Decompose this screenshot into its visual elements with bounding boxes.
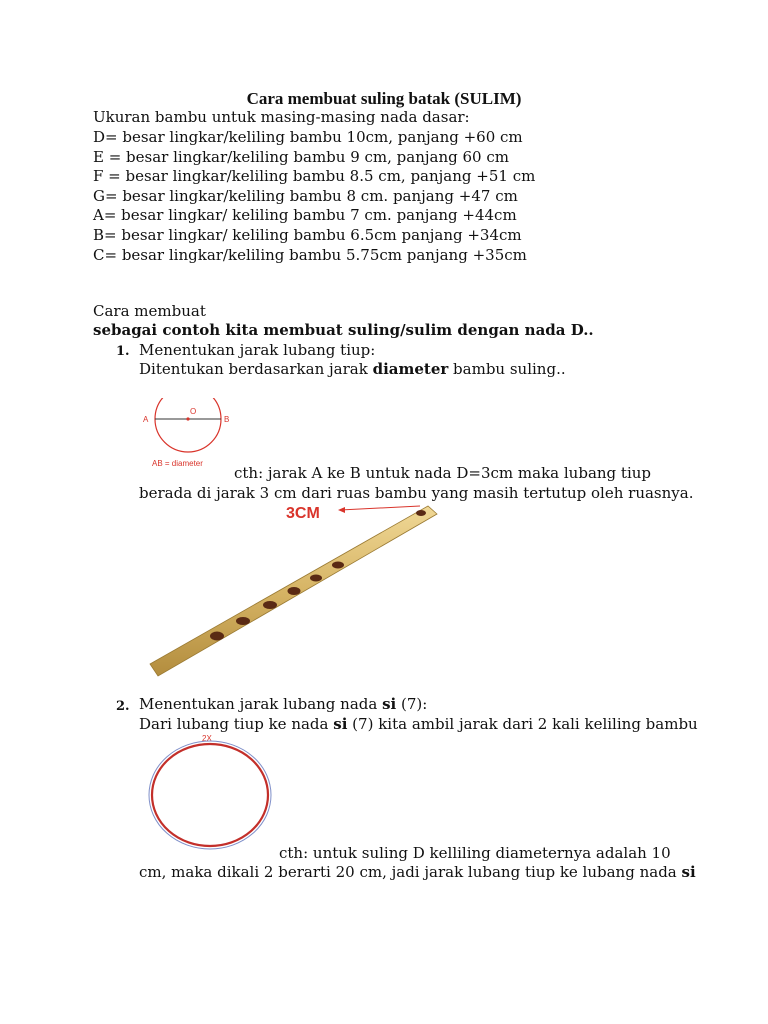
step-2-example-2-before: cm, maka dikali 2 berarti 20 cm, jadi jarak lubang tiup ke lubang nada [139,863,682,881]
step-1-desc [139,360,566,379]
finger-hole [310,575,322,582]
bamboo-flute-figure [138,500,450,682]
step-2-desc-after: (7) kita ambil jarak dari 2 kali keliling bambu [347,715,698,733]
diameter-figure [140,398,240,472]
step-2-title [139,695,427,714]
step-2-example-1: cth: untuk suling D kelliling diameternya adalah 10 [279,844,671,862]
size-item-a: A= besar lingkar/ keliling bambu 7 cm. panjang +44cm [93,206,517,224]
step-1-number: 1. [116,344,130,359]
step-2-title-bold: si [382,695,397,713]
diameter-caption: AB = diameter [152,459,203,468]
label-o: O [190,407,197,416]
label-a: A [143,415,149,424]
step-1-desc-after: bambu suling.. [448,360,566,378]
size-item-g: G= besar lingkar/keliling bambu 8 cm. panjang +47 cm [93,187,518,205]
step-1-desc-before: Ditentukan berdasarkan jarak [139,360,373,378]
finger-hole [332,562,344,569]
step-2-number: 2. [116,699,130,714]
finger-hole [288,587,301,595]
measure-label: 3CM [286,505,320,522]
section-subheading: sebagai contoh kita membuat suling/sulim dengan nada D.. [93,321,594,339]
arrow-head [338,507,345,513]
step-1-example-1: cth: jarak A ke B untuk nada D=3cm maka lubang tiup [234,464,652,482]
intro-text: Ukuran bambu untuk masing-masing nada dasar: [93,108,470,126]
center-dot [186,417,189,420]
step-2-title-after: (7): [396,695,428,713]
step-2-example-2-bold: si [681,863,696,881]
size-item-c: C= besar lingkar/keliling bambu 5.75cm panjang +35cm [93,246,527,264]
step-1-example-2: berada di jarak 3 cm dari ruas bambu yang masih tertutup oleh ruasnya. [139,484,694,502]
finger-hole [210,632,224,641]
circumference-ring [149,741,271,849]
blow-hole [416,510,426,516]
step-2-title-before: Menentukan jarak lubang nada [139,695,383,713]
finger-hole [236,617,250,625]
circumference-label: 2X [202,734,212,743]
size-item-e: E = besar lingkar/keliling bambu 9 cm, panjang 60 cm [93,148,509,166]
step-2-desc-bold: si [333,715,348,733]
size-item-b: B= besar lingkar/ keliling bambu 6.5cm panjang +34cm [93,226,522,244]
step-1-title: Menentukan jarak lubang tiup: [139,341,376,359]
step-2-example-2 [139,863,696,882]
size-item-f: F = besar lingkar/keliling bambu 8.5 cm, panjang +51 cm [93,167,536,185]
circumference-ring [152,744,268,846]
measure-arrow [340,506,420,510]
size-item-d: D= besar lingkar/keliling bambu 10cm, panjang +60 cm [93,128,523,146]
page-title: Cara membuat suling batak (SULIM) [246,89,522,108]
step-2-desc-before: Dari lubang tiup ke nada [139,715,334,733]
diameter-circle [155,398,221,452]
label-b: B [224,415,230,424]
circumference-figure [142,732,280,854]
finger-hole [263,601,277,609]
section-heading: Cara membuat [93,302,206,320]
step-1-desc-bold: diameter [372,360,449,378]
